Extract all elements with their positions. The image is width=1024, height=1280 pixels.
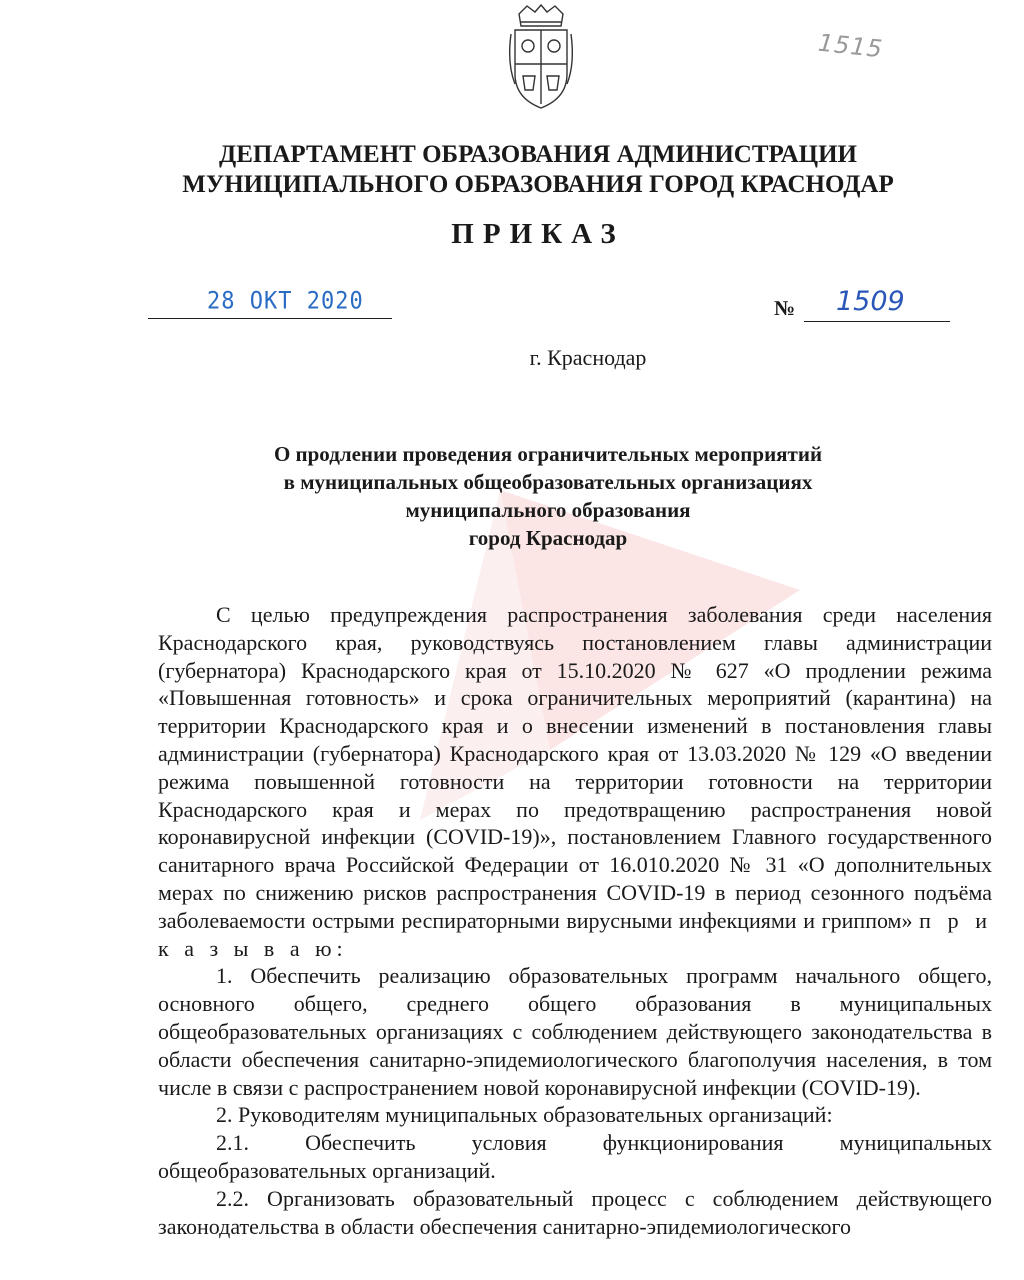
dept-line-1: ДЕПАРТАМЕНТ ОБРАЗОВАНИЯ АДМИНИСТРАЦИИ [219, 141, 857, 168]
title-line-4: город Краснодар [468, 526, 628, 550]
title-line-2: в муниципальных общеобразовательных организациях [283, 470, 813, 494]
document-type: ПРИКАЗ [451, 218, 625, 250]
item-1: 1. Обеспечить реализацию образовательных программ начального общего, основного общего, среднего общего образования в муниципальных общеобразовательных организациях с соблюдением действующего законодательства в области обеспечения санитарно-эпидемиологического благополучия населения, в том числе в связи с распространением новой коронавирусной инфекции (COVID-19). [158, 963, 992, 1100]
preamble-paragraph [158, 601, 992, 962]
item-2-1: 2.1. Обеспечить условия функционирования муниципальных общеобразовательных организаций. [158, 1130, 992, 1183]
order-title [36, 440, 1024, 552]
date-underline [148, 318, 392, 319]
date-stamp: 28 ОКТ 2020 [207, 288, 364, 315]
city-label: г. Краснодар [529, 345, 647, 370]
dept-line-2: МУНИЦИПАЛЬНОГО ОБРАЗОВАНИЯ ГОРОД КРАСНОДАР [182, 171, 894, 198]
number-underline [804, 321, 950, 322]
order-body [158, 601, 992, 1240]
item-2-2: 2.2. Организовать образовательный процесс с соблюдением действующего законодательства в области обеспечения санитарно-эпидемиологического [158, 1185, 992, 1239]
number-sign: № [774, 296, 796, 320]
title-line-1: О продлении проведения ограничительных мероприятий [273, 442, 823, 466]
order-number: 1509 [836, 286, 905, 317]
title-line-3: муниципального образования [405, 498, 691, 522]
handwritten-note: 1515 [816, 28, 885, 64]
item-2: 2. Руководителям муниципальных образовательных организаций: [216, 1102, 833, 1128]
order-verb: п р и к а з ы в а ю: [158, 907, 992, 961]
coat-of-arms-icon [505, 4, 577, 112]
preamble-text: С целью предупреждения распространения заболевания среди населения Краснодарского края, руководствуясь постановлением главы администрации (губернатора) Краснодарского края от 15.10.2020 № 627 «О продлении режима «Повышенная готовность» и срока ограничительных мероприятий (карантина) на территории Краснодарского края и о внесении изменений в постановления главы администрации (губернатора) Краснодарского края от 13.03.2020 № 129 «О введении режима повышенной готовности на территории готовности на территории Краснодарского края и мерах по предотвращению распространения новой коронавирусной инфекции (COVID-19)», постановлением Главного государственного санитарного врача Российской Федерации от 16.010.2020 № 31 «О дополнительных мерах по снижению рисков распространения COVID-19 в период сезонного подъёма заболеваемости острыми респираторными вирусными инфекциями и гриппом» [158, 602, 992, 933]
department-header [26, 140, 1024, 200]
